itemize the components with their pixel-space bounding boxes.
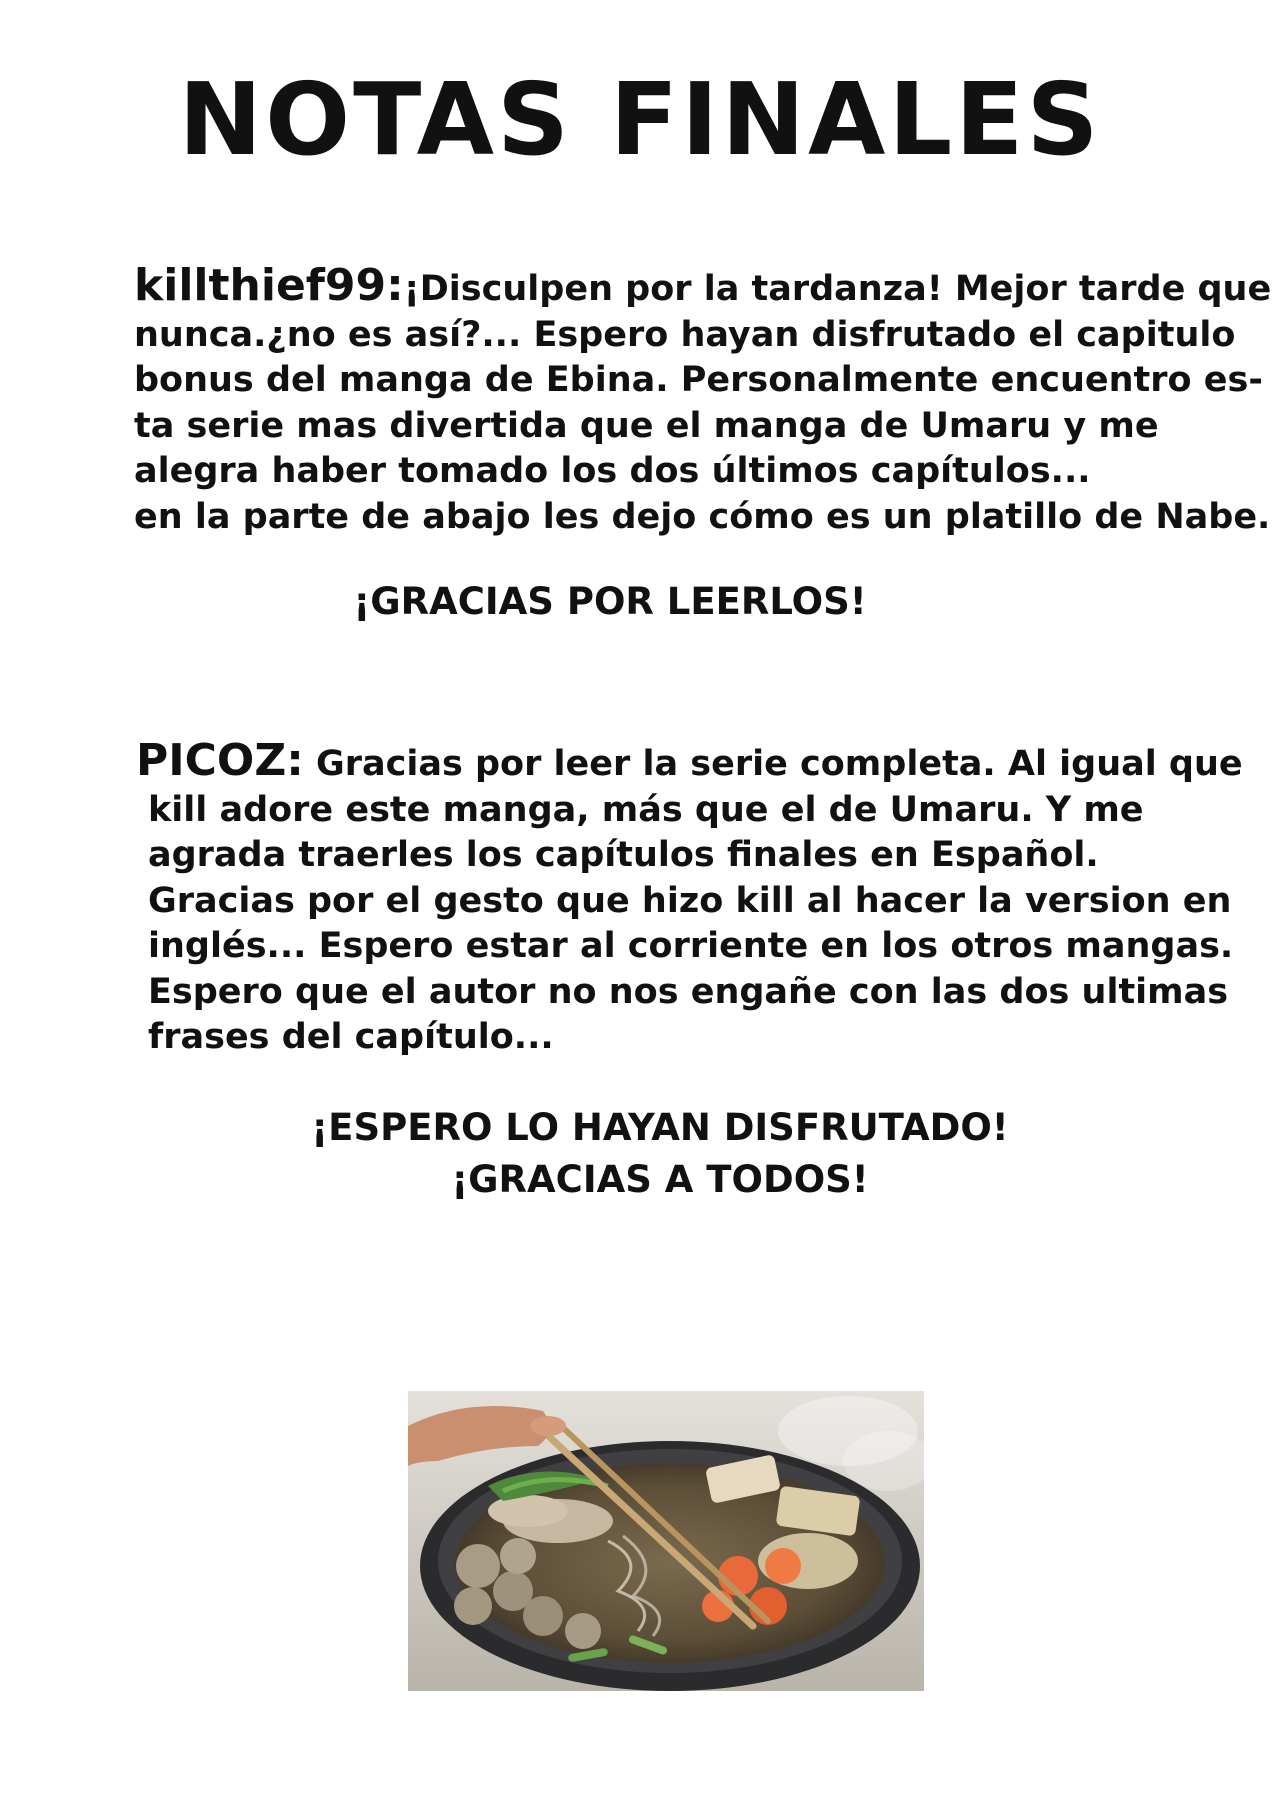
hot-pot-illustration [408,1391,924,1691]
note-line [134,260,1272,313]
closing-line: ¡GRACIAS POR LEERLOS! [353,580,867,623]
note-line: nunca.¿no es así?... Espero hayan disfrutado el capitulo [134,314,1236,355]
note-author: killthief99: [134,260,404,311]
closing-line: ¡ESPERO LO HAYAN DISFRUTADO! [311,1106,1009,1149]
note-line: alegra haber tomado los dos últimos capítulos... [134,451,1091,491]
note-author: PICOZ: [136,735,304,786]
note-line: kill adore este manga, más que el de Umaru. Y me [148,789,1144,830]
note-line [136,735,1243,788]
note-line: ta serie mas divertida que el manga de Umaru y me [134,405,1159,446]
note-text: Gracias por leer la serie completa. Al igual que [316,744,1243,784]
page-title: NOTAS FINALES [178,61,1102,178]
note-picoz [136,735,1243,1061]
closing-line: ¡GRACIAS A TODOS! [451,1158,869,1201]
note-line: frases del capítulo... [148,1017,554,1057]
note-line: inglés... Espero estar al corriente en los otros mangas. [148,926,1234,966]
note-line: agrada traerles los capítulos finales en Español. [148,835,1099,875]
note-line: Espero que el autor no nos engañe con las dos ultimas [148,971,1229,1012]
note-text: ¡Disculpen por la tardanza! Mejor tarde que [403,269,1272,309]
nabe-hot-pot-photo [408,1391,924,1691]
note-killthief99 [134,260,1272,540]
closing-message [0,576,1250,628]
note-line: Gracias por el gesto que hizo kill al hacer la version en [148,880,1232,921]
note-line: bonus del manga de Ebina. Personalmente encuentro es- [134,360,1263,400]
note-line: en la parte de abajo les dejo cómo es un platillo de Nabe. [134,496,1271,537]
closing-message [20,1102,1280,1206]
